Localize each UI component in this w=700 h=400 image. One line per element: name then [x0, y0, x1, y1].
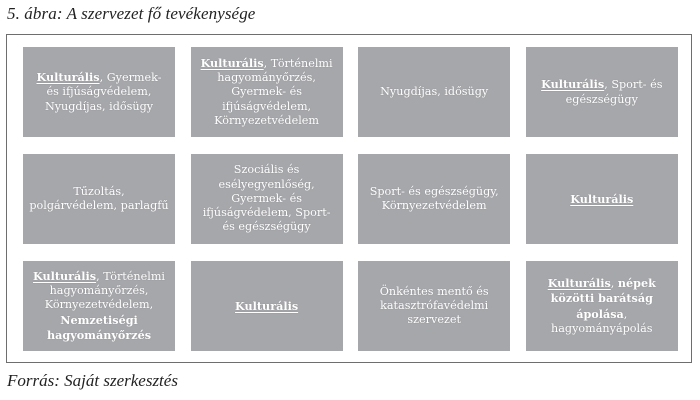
category-kulturalis: Kulturális	[570, 191, 634, 206]
activity-box-r1c4	[526, 47, 678, 137]
activity-box-r2c1	[23, 154, 175, 244]
category-kulturalis: Kulturális	[547, 276, 611, 291]
activity-text-rest: , hagyományápolás	[551, 307, 653, 335]
activity-box-r1c2	[191, 47, 343, 137]
category-kulturalis: Kulturális	[36, 70, 100, 85]
activity-box-r3c1	[23, 261, 175, 351]
activity-text-rest: , Gyermek- és ifjúságvédelem, Nyugdíjas, idősügy	[44, 71, 162, 113]
activity-box-r1c1	[23, 47, 175, 137]
activity-grid	[23, 47, 678, 352]
category-nemzetisegi: Nemzetiségi hagyományőrzés	[46, 312, 151, 342]
activity-text: Tűzoltás, polgárvédelem, parlagfű	[29, 184, 169, 212]
category-kulturalis: Kulturális	[32, 268, 97, 283]
activity-box-r3c2	[191, 261, 343, 351]
activity-text	[532, 276, 672, 336]
category-nepek-baratsag: népek közötti barátság ápolása	[550, 276, 656, 321]
activity-text	[29, 269, 169, 343]
activity-text: Sport- és egészségügy, Környezetvédelem	[369, 184, 499, 212]
activity-text-rest: , Történelmi hagyományőrzés, Környezetvédelem,	[44, 269, 166, 312]
activity-box-r3c3	[358, 261, 510, 351]
activity-text-rest: , Történelmi hagyományőrzés, Gyermek- és ifjúságvédelem, Környezetvédelem	[214, 56, 333, 127]
activity-box-r2c3	[358, 154, 510, 244]
figure-source: Forrás: Saját szerkesztés	[7, 371, 178, 390]
activity-text: Szociális és esélyegyenlőség, Gyermek- és ifjúságvédelem, Sport- és egészségügy	[202, 163, 331, 234]
activity-text-sep: ,	[610, 277, 618, 291]
activity-text	[197, 56, 337, 128]
activity-text: Nyugdíjas, idősügy	[380, 84, 489, 98]
category-kulturalis: Kulturális	[235, 298, 299, 313]
activity-box-r1c3	[358, 47, 510, 137]
activity-box-r3c4	[526, 261, 678, 351]
figure-title: 5. ábra: A szervezet fő tevékenysége	[7, 4, 256, 23]
activity-box-r2c2	[191, 154, 343, 244]
category-kulturalis: Kulturális	[541, 77, 605, 92]
activity-text-rest: , Sport- és egészségügy	[565, 78, 663, 106]
activity-text	[532, 77, 672, 106]
category-kulturalis: Kulturális	[200, 55, 264, 70]
activity-box-r2c4	[526, 154, 678, 244]
activity-text: Önkéntes mentő és katasztrófavédelmi szervezet	[379, 284, 489, 327]
activity-text	[29, 70, 169, 114]
